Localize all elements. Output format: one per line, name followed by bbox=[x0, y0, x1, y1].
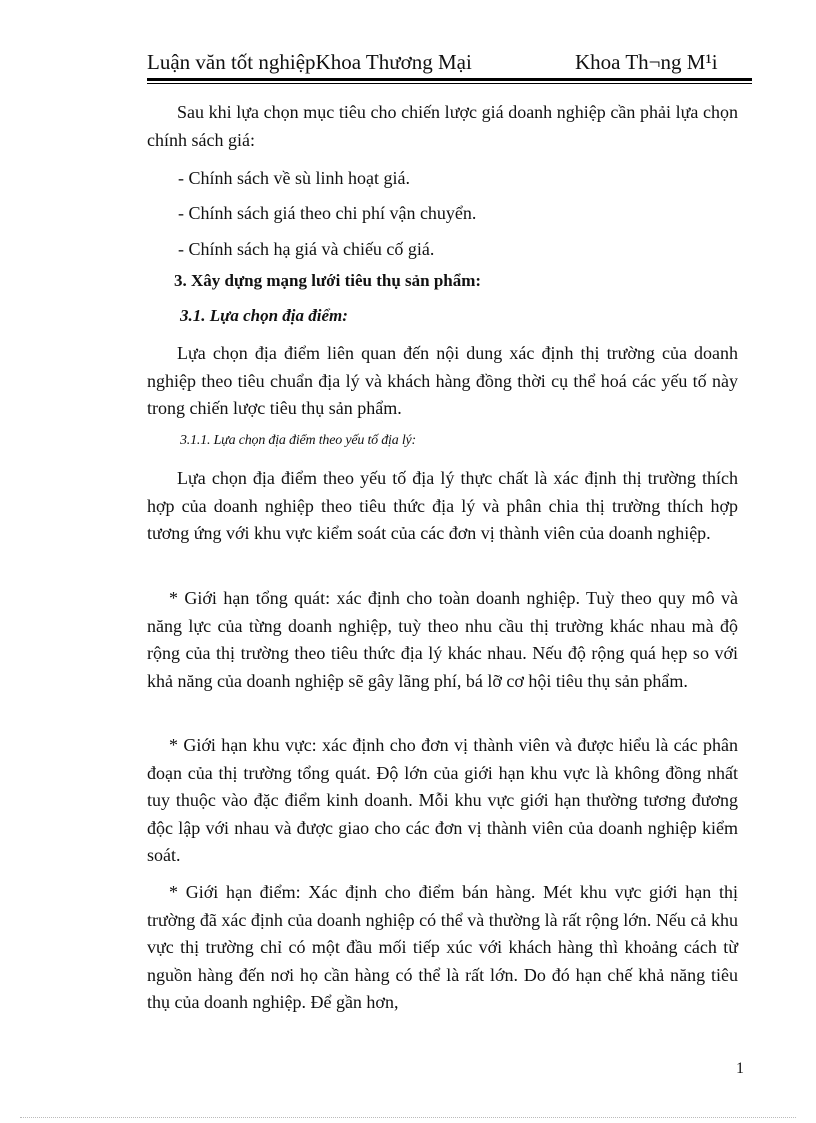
page-number: 1 bbox=[736, 1060, 744, 1077]
paragraph-point-limit: * Giới hạn điểm: Xác định cho điểm bán hàng. Mét khu vực giới hạn thị trường đã xác định của doanh nghiệp có thể và thường là rất rộng lớn. Nếu cả khu vực thị trường chỉ có một đầu mối tiếp xúc với khách hàng thì khoảng cách từ nguồn hàng đến nơi họ cần hàng có thể là rất lớn. Do đó hạn chế khả năng tiêu thụ của doanh nghiệp. Để gần hơn, bbox=[147, 882, 738, 1012]
paragraph-regional-limit: * Giới hạn khu vực: xác định cho đơn vị thành viên và được hiểu là các phân đoạn của thị trường tổng quát. Độ lớn của giới hạn khu vực là không đồng nhất tuy thuộc vào đặc điểm kinh doanh. Mỗi khu vực giới hạn thường tương đương độc lập với nhau và được giao cho các đơn vị thành viên của doanh nghiệp kiểm soát. bbox=[147, 735, 738, 865]
bullet-item-3: - Chính sách hạ giá và chiếu cố giá. bbox=[178, 239, 435, 259]
bullet-item-1: - Chính sách về sù linh hoạt giá. bbox=[178, 168, 410, 188]
paragraph-location-intro: Lựa chọn địa điểm liên quan đến nội dung xác định thị trường của doanh nghiệp theo tiêu chuẩn địa lý và khách hàng đồng thời cụ thể hoá các yếu tố này trong chiến lược tiêu thụ sản phẩm. bbox=[147, 343, 738, 418]
bullet-item-2: - Chính sách giá theo chi phí vận chuyển. bbox=[178, 203, 477, 223]
header-left-title: Luận văn tốt nghiệpKhoa Thương Mại bbox=[147, 50, 472, 74]
header-rule-thin bbox=[147, 83, 752, 84]
section-heading-3: 3. Xây dựng mạng lưới tiêu thụ sản phẩm: bbox=[174, 271, 482, 290]
page-header bbox=[147, 48, 752, 78]
header-right-title: Khoa Th¬ng M¹i bbox=[575, 50, 718, 74]
paragraph-intro: Sau khi lựa chọn mục tiêu cho chiến lược giá doanh nghiệp cần phải lựa chọn chính sách giá: bbox=[147, 102, 738, 150]
paragraph-geographic: Lựa chọn địa điểm theo yếu tố địa lý thực chất là xác định thị trường thích hợp của doanh nghiệp theo tiêu thức địa lý và phân chia thị trường thích hợp tương ứng với khu vực kiểm soát của các đơn vị thành viên của doanh nghiệp. bbox=[147, 468, 738, 543]
paragraph-general-limit: * Giới hạn tổng quát: xác định cho toàn doanh nghiệp. Tuỳ theo quy mô và năng lực của từng doanh nghiệp, tuỳ theo nhu cầu thị trường khác nhau mà độ rộng của thị trường theo tiêu thức địa lý khác nhau. Nếu độ rộng quá hẹp so với khả năng của doanh nghiệp sẽ gây lãng phí, bá lỡ cơ hội tiêu thụ sản phẩm. bbox=[147, 588, 738, 691]
subsubsection-heading-3-1-1: 3.1.1. Lựa chọn địa điểm theo yếu tố địa lý: bbox=[180, 433, 417, 448]
subsection-heading-3-1: 3.1. Lựa chọn địa điểm: bbox=[180, 306, 348, 325]
page-bottom-divider bbox=[20, 1117, 796, 1118]
header-rule-thick bbox=[147, 78, 752, 81]
